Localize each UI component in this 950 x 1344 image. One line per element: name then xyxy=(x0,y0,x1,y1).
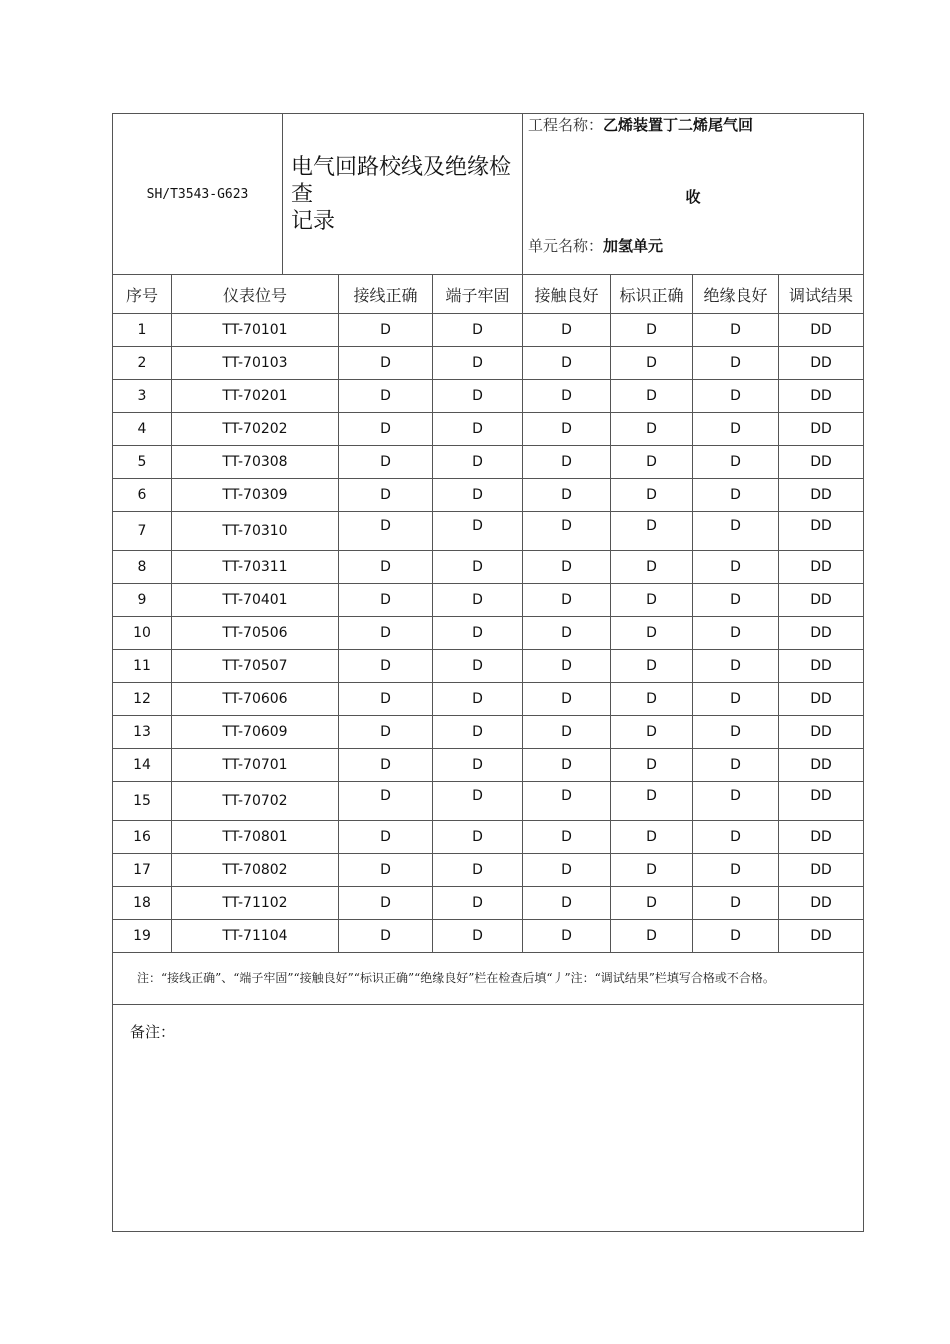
row-instrument-tag: TT-70802 xyxy=(172,854,339,887)
row-contact-good: D xyxy=(523,551,611,584)
row-seq: 17 xyxy=(113,854,172,887)
row-label-correct: D xyxy=(611,551,693,584)
row-instrument-tag: TT-71102 xyxy=(172,887,339,920)
table-row xyxy=(113,920,864,953)
table-row xyxy=(113,821,864,854)
row-contact-good: D xyxy=(523,683,611,716)
row-seq: 8 xyxy=(113,551,172,584)
column-header: 调试结果 xyxy=(779,275,864,314)
row-test-result: DD xyxy=(779,479,864,512)
row-contact-good: D xyxy=(523,854,611,887)
row-instrument-tag: TT-70202 xyxy=(172,413,339,446)
row-wiring-correct: D xyxy=(339,821,433,854)
project-name-value: 乙烯装置丁二烯尾气回 xyxy=(603,116,754,134)
row-insulation-good: D xyxy=(693,854,779,887)
row-test-result: DD xyxy=(779,650,864,683)
row-label-correct: D xyxy=(611,854,693,887)
form-title-line1: 电气回路校线及绝缘检查 xyxy=(291,154,512,207)
row-seq: 9 xyxy=(113,584,172,617)
row-terminal-secure: D xyxy=(433,347,523,380)
row-label-correct: D xyxy=(611,821,693,854)
row-wiring-correct: D xyxy=(339,683,433,716)
row-insulation-good: D xyxy=(693,380,779,413)
row-contact-good: D xyxy=(523,617,611,650)
row-insulation-good: D xyxy=(693,749,779,782)
row-seq: 18 xyxy=(113,887,172,920)
row-test-result: DD xyxy=(779,512,864,551)
row-test-result: DD xyxy=(779,413,864,446)
row-test-result: DD xyxy=(779,380,864,413)
row-terminal-secure: D xyxy=(433,446,523,479)
row-contact-good: D xyxy=(523,716,611,749)
row-label-correct: D xyxy=(611,512,693,551)
row-wiring-correct: D xyxy=(339,920,433,953)
row-wiring-correct: D xyxy=(339,617,433,650)
row-label-correct: D xyxy=(611,446,693,479)
row-wiring-correct: D xyxy=(339,650,433,683)
row-contact-good: D xyxy=(523,887,611,920)
row-contact-good: D xyxy=(523,314,611,347)
row-instrument-tag: TT-70310 xyxy=(172,512,339,551)
row-insulation-good: D xyxy=(693,887,779,920)
form-title xyxy=(283,114,523,275)
row-seq: 11 xyxy=(113,650,172,683)
row-terminal-secure: D xyxy=(433,479,523,512)
table-row xyxy=(113,512,864,551)
row-instrument-tag: TT-71104 xyxy=(172,920,339,953)
column-header: 端子牢固 xyxy=(433,275,523,314)
row-instrument-tag: TT-70311 xyxy=(172,551,339,584)
row-wiring-correct: D xyxy=(339,854,433,887)
row-seq: 10 xyxy=(113,617,172,650)
unit-name xyxy=(528,235,663,256)
row-label-correct: D xyxy=(611,650,693,683)
remarks-area xyxy=(113,1005,864,1232)
row-wiring-correct: D xyxy=(339,380,433,413)
row-test-result: DD xyxy=(779,584,864,617)
row-insulation-good: D xyxy=(693,617,779,650)
remarks-label: 备注： xyxy=(130,1023,176,1041)
inspection-record-sheet xyxy=(112,113,863,1232)
row-insulation-good: D xyxy=(693,512,779,551)
row-seq: 14 xyxy=(113,749,172,782)
row-terminal-secure: D xyxy=(433,413,523,446)
row-test-result: DD xyxy=(779,551,864,584)
row-terminal-secure: D xyxy=(433,920,523,953)
row-seq: 15 xyxy=(113,782,172,821)
row-seq: 16 xyxy=(113,821,172,854)
table-row xyxy=(113,314,864,347)
row-insulation-good: D xyxy=(693,821,779,854)
row-contact-good: D xyxy=(523,650,611,683)
row-terminal-secure: D xyxy=(433,650,523,683)
row-terminal-secure: D xyxy=(433,380,523,413)
row-seq: 1 xyxy=(113,314,172,347)
table-row xyxy=(113,479,864,512)
row-seq: 19 xyxy=(113,920,172,953)
row-label-correct: D xyxy=(611,920,693,953)
row-label-correct: D xyxy=(611,683,693,716)
row-test-result: DD xyxy=(779,716,864,749)
row-instrument-tag: TT-70702 xyxy=(172,782,339,821)
row-insulation-good: D xyxy=(693,551,779,584)
row-label-correct: D xyxy=(611,314,693,347)
row-seq: 6 xyxy=(113,479,172,512)
row-test-result: DD xyxy=(779,314,864,347)
row-insulation-good: D xyxy=(693,782,779,821)
row-terminal-secure: D xyxy=(433,716,523,749)
note-row xyxy=(113,953,864,1005)
row-terminal-secure: D xyxy=(433,512,523,551)
row-test-result: DD xyxy=(779,347,864,380)
unit-name-label: 单元名称： xyxy=(528,237,604,255)
row-terminal-secure: D xyxy=(433,314,523,347)
row-contact-good: D xyxy=(523,479,611,512)
row-label-correct: D xyxy=(611,887,693,920)
row-insulation-good: D xyxy=(693,413,779,446)
row-seq: 5 xyxy=(113,446,172,479)
row-insulation-good: D xyxy=(693,446,779,479)
row-insulation-good: D xyxy=(693,347,779,380)
row-terminal-secure: D xyxy=(433,782,523,821)
header-row xyxy=(113,114,864,275)
row-test-result: DD xyxy=(779,782,864,821)
row-terminal-secure: D xyxy=(433,584,523,617)
row-test-result: DD xyxy=(779,683,864,716)
inspection-form-table xyxy=(112,113,864,1232)
table-row xyxy=(113,650,864,683)
row-label-correct: D xyxy=(611,479,693,512)
project-name-value-cont: 收 xyxy=(685,188,701,206)
row-wiring-correct: D xyxy=(339,887,433,920)
row-instrument-tag: TT-70201 xyxy=(172,380,339,413)
column-header: 绝缘良好 xyxy=(693,275,779,314)
row-instrument-tag: TT-70606 xyxy=(172,683,339,716)
row-instrument-tag: TT-70506 xyxy=(172,617,339,650)
row-contact-good: D xyxy=(523,380,611,413)
row-instrument-tag: TT-70701 xyxy=(172,749,339,782)
row-test-result: DD xyxy=(779,821,864,854)
row-wiring-correct: D xyxy=(339,716,433,749)
row-wiring-correct: D xyxy=(339,749,433,782)
column-header: 接线正确 xyxy=(339,275,433,314)
row-wiring-correct: D xyxy=(339,782,433,821)
row-terminal-secure: D xyxy=(433,617,523,650)
row-wiring-correct: D xyxy=(339,584,433,617)
row-instrument-tag: TT-70609 xyxy=(172,716,339,749)
row-contact-good: D xyxy=(523,584,611,617)
row-contact-good: D xyxy=(523,821,611,854)
table-row xyxy=(113,380,864,413)
row-contact-good: D xyxy=(523,512,611,551)
table-row xyxy=(113,347,864,380)
row-insulation-good: D xyxy=(693,716,779,749)
project-name xyxy=(528,117,857,134)
row-terminal-secure: D xyxy=(433,683,523,716)
table-row xyxy=(113,887,864,920)
row-seq: 3 xyxy=(113,380,172,413)
column-header: 接触良好 xyxy=(523,275,611,314)
table-row xyxy=(113,782,864,821)
row-test-result: DD xyxy=(779,854,864,887)
row-wiring-correct: D xyxy=(339,479,433,512)
remarks-row xyxy=(113,1005,864,1232)
row-contact-good: D xyxy=(523,347,611,380)
row-insulation-good: D xyxy=(693,314,779,347)
standard-code: SH/T3543-G623 xyxy=(113,114,283,275)
table-row xyxy=(113,716,864,749)
form-title-line2: 记录 xyxy=(291,208,336,234)
project-name-label: 工程名称： xyxy=(528,116,604,134)
row-label-correct: D xyxy=(611,749,693,782)
table-row xyxy=(113,446,864,479)
row-contact-good: D xyxy=(523,446,611,479)
row-instrument-tag: TT-70801 xyxy=(172,821,339,854)
column-header: 序号 xyxy=(113,275,172,314)
table-row xyxy=(113,584,864,617)
row-contact-good: D xyxy=(523,413,611,446)
row-label-correct: D xyxy=(611,782,693,821)
project-info xyxy=(523,114,864,275)
row-wiring-correct: D xyxy=(339,446,433,479)
row-wiring-correct: D xyxy=(339,512,433,551)
row-terminal-secure: D xyxy=(433,821,523,854)
row-instrument-tag: TT-70308 xyxy=(172,446,339,479)
row-contact-good: D xyxy=(523,920,611,953)
row-instrument-tag: TT-70401 xyxy=(172,584,339,617)
row-insulation-good: D xyxy=(693,584,779,617)
form-note: 注：“接线正确”、“端子牢固”“接触良好”“标识正确”“绝缘良好”栏在检查后填“丿”注：“调试结果”栏填写合格或不合格。 xyxy=(113,953,864,1005)
row-instrument-tag: TT-70507 xyxy=(172,650,339,683)
row-seq: 4 xyxy=(113,413,172,446)
row-test-result: DD xyxy=(779,446,864,479)
row-seq: 13 xyxy=(113,716,172,749)
table-row xyxy=(113,413,864,446)
table-row xyxy=(113,854,864,887)
row-label-correct: D xyxy=(611,617,693,650)
column-header: 标识正确 xyxy=(611,275,693,314)
row-instrument-tag: TT-70309 xyxy=(172,479,339,512)
table-row xyxy=(113,749,864,782)
row-wiring-correct: D xyxy=(339,413,433,446)
row-seq: 2 xyxy=(113,347,172,380)
column-header-row xyxy=(113,275,864,314)
column-header: 仪表位号 xyxy=(172,275,339,314)
table-row xyxy=(113,617,864,650)
row-terminal-secure: D xyxy=(433,854,523,887)
row-terminal-secure: D xyxy=(433,887,523,920)
row-instrument-tag: TT-70101 xyxy=(172,314,339,347)
row-label-correct: D xyxy=(611,584,693,617)
row-test-result: DD xyxy=(779,617,864,650)
row-wiring-correct: D xyxy=(339,551,433,584)
row-seq: 7 xyxy=(113,512,172,551)
row-insulation-good: D xyxy=(693,683,779,716)
row-instrument-tag: TT-70103 xyxy=(172,347,339,380)
row-label-correct: D xyxy=(611,413,693,446)
row-label-correct: D xyxy=(611,347,693,380)
row-test-result: DD xyxy=(779,749,864,782)
unit-name-value: 加氢单元 xyxy=(603,237,664,255)
row-terminal-secure: D xyxy=(433,551,523,584)
row-insulation-good: D xyxy=(693,479,779,512)
table-row xyxy=(113,551,864,584)
row-contact-good: D xyxy=(523,782,611,821)
row-label-correct: D xyxy=(611,716,693,749)
row-wiring-correct: D xyxy=(339,347,433,380)
row-wiring-correct: D xyxy=(339,314,433,347)
row-test-result: DD xyxy=(779,920,864,953)
table-row xyxy=(113,683,864,716)
row-insulation-good: D xyxy=(693,920,779,953)
row-terminal-secure: D xyxy=(433,749,523,782)
row-test-result: DD xyxy=(779,887,864,920)
row-contact-good: D xyxy=(523,749,611,782)
row-insulation-good: D xyxy=(693,650,779,683)
row-seq: 12 xyxy=(113,683,172,716)
row-label-correct: D xyxy=(611,380,693,413)
